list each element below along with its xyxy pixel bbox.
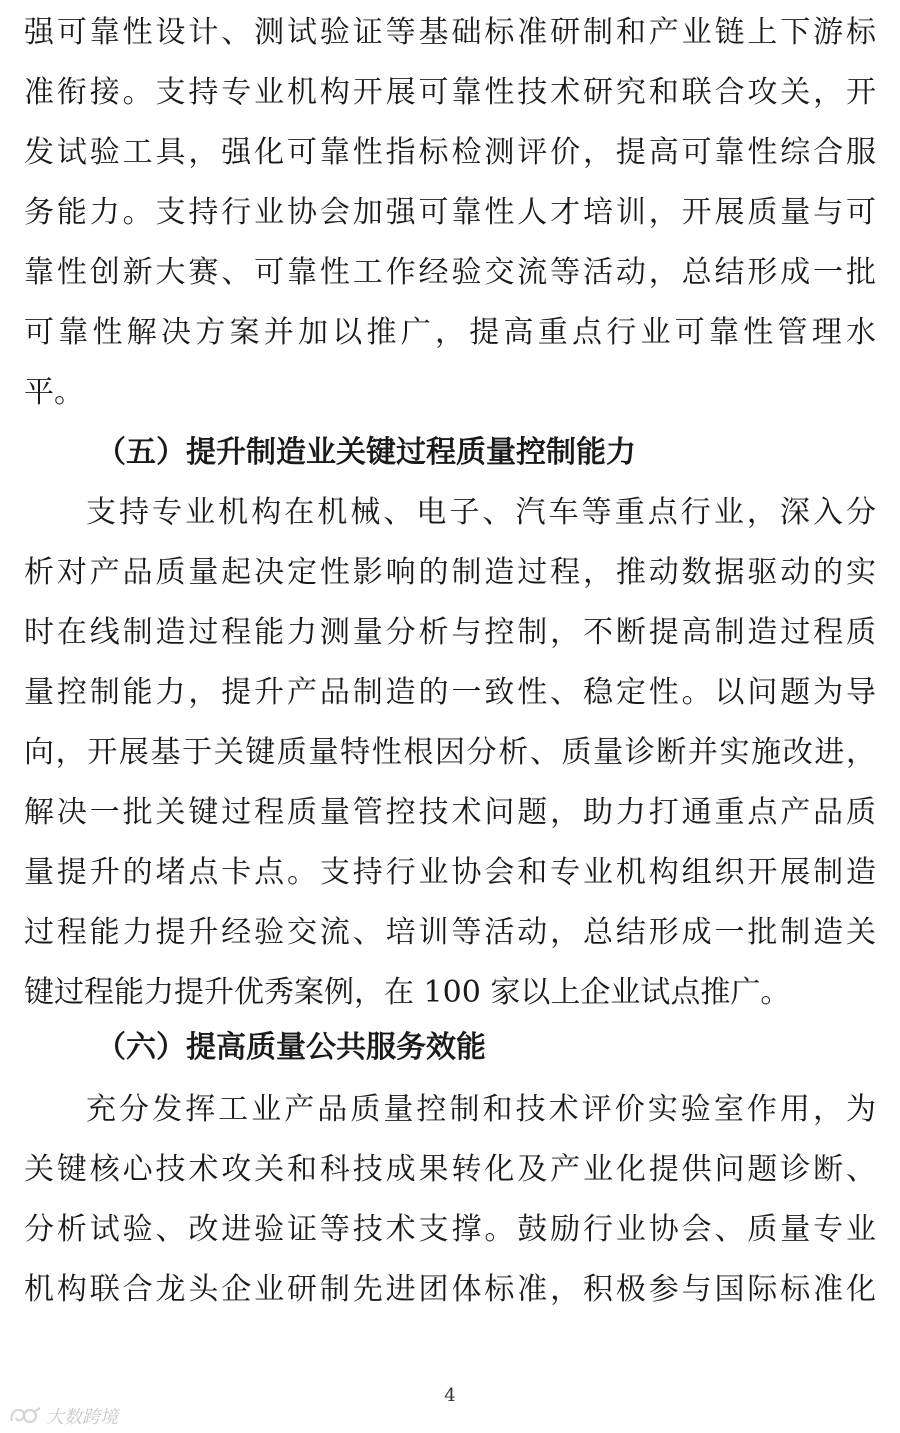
paragraph-line: 可靠性解决方案并加以推广，提高重点行业可靠性管理水	[24, 315, 876, 350]
paragraph-line: 支持专业机构在机械、电子、汽车等重点行业，深入分	[86, 495, 876, 530]
paragraph-line: 准衔接。支持专业机构开展可靠性技术研究和联合攻关，开	[24, 75, 876, 110]
paragraph-line: 量提升的堵点卡点。支持行业协会和专业机构组织开展制造	[24, 855, 876, 890]
paragraph-line: 键过程能力提升优秀案例，在 100 家以上企业试点推广。	[24, 975, 791, 1010]
paragraph-line: 向，开展基于关键质量特性根因分析、质量诊断并实施改进，	[24, 735, 876, 770]
paragraph-line: 析对产品质量起决定性影响的制造过程，推动数据驱动的实	[24, 555, 876, 590]
paragraph-line: 量控制能力，提升产品制造的一致性、稳定性。以问题为导	[24, 675, 876, 710]
section-heading-5: （五）提升制造业关键过程质量控制能力	[96, 435, 636, 470]
paragraph-line: 强可靠性设计、测试验证等基础标准研制和产业链上下游标	[24, 15, 876, 50]
watermark-text: 大数跨境	[46, 1407, 118, 1428]
paragraph-line: 过程能力提升经验交流、培训等活动，总结形成一批制造关	[24, 915, 876, 950]
paragraph-line: 机构联合龙头企业研制先进团体标准，积极参与国际标准化	[24, 1272, 876, 1307]
paragraph-line: 充分发挥工业产品质量控制和技术评价实验室作用，为	[86, 1092, 876, 1127]
section-heading-6: （六）提高质量公共服务效能	[96, 1030, 486, 1065]
paragraph-line: 发试验工具，强化可靠性指标检测评价，提高可靠性综合服	[24, 135, 876, 170]
paragraph-line: 务能力。支持行业协会加强可靠性人才培训，开展质量与可	[24, 195, 876, 230]
paragraph-line: 分析试验、改进验证等技术支撑。鼓励行业协会、质量专业	[24, 1212, 876, 1247]
watermark	[8, 1402, 118, 1430]
paragraph-line: 时在线制造过程能力测量分析与控制，不断提高制造过程质	[24, 615, 876, 650]
paragraph-line: 关键核心技术攻关和科技成果转化及产业化提供问题诊断、	[24, 1152, 876, 1187]
paragraph-line: 解决一批关键过程质量管控技术问题，助力打通重点产品质	[24, 795, 876, 830]
watermark-logo-icon	[8, 1405, 42, 1427]
page-number: 4	[444, 1385, 456, 1406]
paragraph-line: 靠性创新大赛、可靠性工作经验交流等活动，总结形成一批	[24, 255, 876, 290]
paragraph-line: 平。	[24, 375, 84, 410]
